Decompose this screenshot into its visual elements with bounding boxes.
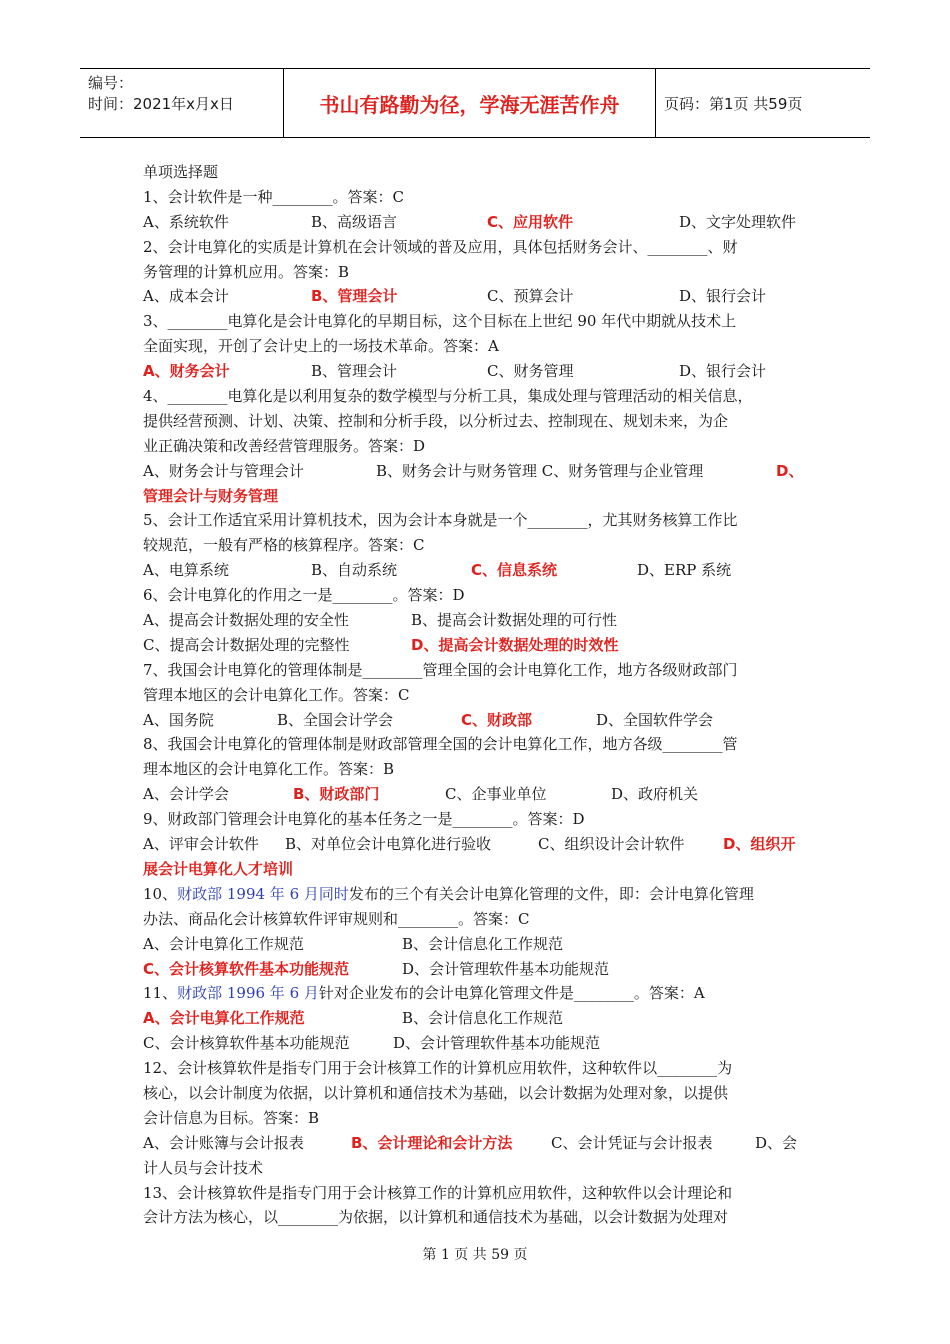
option-a: A、会计账簿与会计报表: [143, 1133, 304, 1152]
option-d: D、文字处理软件: [679, 212, 797, 231]
question-6-text: 6、会计电算化的作用之一是________。答案：D: [143, 586, 465, 605]
question-6-options-ab: [143, 608, 813, 633]
question-3-text-cont: 全面实现，开创了会计史上的一场技术革命。答案：A: [143, 337, 499, 356]
option-a: A、财务会计与管理会计: [143, 461, 304, 480]
option-d: D、ERP 系统: [637, 561, 732, 580]
question-4-option-d-cont: 管理会计与财务管理: [143, 486, 279, 505]
question-2-text-cont: 务管理的计算机应用。答案：B: [143, 262, 350, 281]
option-b: B、管理会计: [311, 362, 398, 381]
option-d: D、提高会计数据处理的时效性: [411, 635, 619, 654]
option-b: B、会计信息化工作规范: [402, 1009, 564, 1028]
page-footer: 第 1 页 共 59 页: [422, 1247, 528, 1263]
option-a: A、会计学会: [143, 785, 229, 804]
question-4-text-cont2: 业正确决策和改善经营管理服务。答案：D: [143, 436, 426, 455]
question-5-text: 5、会计工作适宜采用计算机技术，因为会计本身就是一个________，尤其财务核算工作比: [143, 511, 738, 530]
question-1-options: [143, 210, 813, 235]
question-10-text-rest: 发布的三个有关会计电算化管理的文件，即：会计电算化管理: [348, 884, 754, 903]
question-11-number: 11、: [143, 984, 178, 1003]
option-d: D、会计管理软件基本功能规范: [393, 1034, 601, 1053]
option-a: A、提高会计数据处理的安全性: [143, 611, 349, 630]
question-7-text: 7、我国会计电算化的管理体制是________管理全国的会计电算化工作，地方各级财政部门: [143, 660, 738, 679]
option-b: B、全国会计学会: [277, 710, 394, 729]
option-b: B、会计理论和会计方法: [351, 1133, 513, 1152]
option-b: B、管理会计: [311, 287, 398, 306]
question-10-options-ab: [143, 932, 813, 957]
option-d: D、会计管理软件基本功能规范: [402, 959, 610, 978]
question-5-options: [143, 558, 813, 583]
document-header: [80, 68, 870, 138]
question-11-options-ab: [143, 1006, 813, 1031]
option-d: D、银行会计: [679, 287, 767, 306]
question-9-options: [143, 832, 813, 857]
option-a: A、会计电算化工作规范: [143, 1009, 305, 1028]
option-d: D、会: [755, 1133, 798, 1152]
option-c: C、财政部: [461, 710, 533, 729]
question-10-highlight: 财政部 1994 年 6 月同时: [177, 884, 349, 903]
question-12-text: 12、会计核算软件是指专门用于会计核算工作的计算机应用软件，这种软件以________为: [143, 1059, 733, 1078]
option-a: A、会计电算化工作规范: [143, 934, 304, 953]
header-meta: [80, 69, 284, 137]
option-c: C、组织设计会计软件: [538, 835, 685, 854]
question-list: [143, 160, 813, 1230]
question-8-text-cont: 理本地区的会计电算化工作。答案：B: [143, 760, 395, 779]
option-d: D、: [776, 461, 804, 480]
question-2-text: 2、会计电算化的实质是计算机在会计领域的普及应用，具体包括财务会计、________、财: [143, 237, 738, 256]
document-date: 时间：2021年x月x日: [88, 95, 234, 113]
option-c: C、提高会计数据处理的完整性: [143, 635, 350, 654]
option-a: A、电算系统: [143, 561, 229, 580]
option-c: C、会计凭证与会计报表: [551, 1133, 713, 1152]
question-12-options: [143, 1131, 813, 1156]
question-11-highlight: 财政部 1996 年 6 月: [177, 984, 319, 1003]
question-10-options-cd: [143, 957, 813, 982]
option-b: B、会计信息化工作规范: [402, 934, 564, 953]
question-3-text: 3、________电算化是会计电算化的早期目标，这个目标在上世纪 90 年代中期就从技术上: [143, 312, 737, 331]
option-d: D、政府机关: [611, 785, 699, 804]
question-2-options: [143, 284, 813, 309]
question-10-text: [143, 882, 813, 907]
option-b: B、高级语言: [311, 212, 398, 231]
header-page-info: 页码：第1页 共59页: [664, 94, 803, 113]
option-c: C、会计核算软件基本功能规范: [143, 1034, 350, 1053]
question-4-text: 4、________电算化是以利用复杂的数学模型与分析工具，集成处理与管理活动的相关信息，: [143, 387, 753, 406]
question-13-text-cont: 会计方法为核心，以________为依据，以计算机和通信技术为基础，以会计数据为处理对: [143, 1208, 729, 1227]
question-8-options: [143, 782, 813, 807]
question-12-text-cont: 核心，以会计制度为依据，以计算机和通信技术为基础，以会计数据为处理对象，以提供: [143, 1083, 729, 1102]
question-6-options-cd: [143, 633, 813, 658]
option-d: D、银行会计: [679, 362, 767, 381]
option-a: A、财务会计: [143, 362, 230, 381]
option-c: C、财务管理: [487, 362, 574, 381]
option-b: B、财政部门: [293, 785, 380, 804]
option-d: D、全国软件学会: [596, 710, 714, 729]
option-a: A、国务院: [143, 710, 214, 729]
question-5-text-cont: 较规范，一般有严格的核算程序。答案：C: [143, 536, 425, 555]
option-c: C、应用软件: [487, 212, 574, 231]
option-b: B、对单位会计电算化进行验收: [285, 835, 492, 854]
option-bc: B、财务会计与财务管理 C、财务管理与企业管理: [376, 461, 704, 480]
question-10-text-cont: 办法、商品化会计核算软件评审规则和________。答案：C: [143, 909, 530, 928]
option-a: A、成本会计: [143, 287, 229, 306]
document-number-label: 编号：: [88, 74, 134, 92]
option-c: C、企事业单位: [445, 785, 547, 804]
question-4-text-cont: 提供经营预测、计划、决策、控制和分析手段，以分析过去、控制现在、规划未来，为企: [143, 411, 729, 430]
question-1-text: 1、会计软件是一种________。答案：C: [143, 187, 405, 206]
question-11-text-rest: 针对企业发布的会计电算化管理文件是________。答案：A: [318, 984, 705, 1003]
question-11-options-cd: [143, 1031, 813, 1056]
question-12-text-cont2: 会计信息为目标。答案：B: [143, 1108, 320, 1127]
option-c: C、预算会计: [487, 287, 574, 306]
question-4-options: [143, 459, 813, 484]
question-13-text: 13、会计核算软件是指专门用于会计核算工作的计算机应用软件，这种软件以会计理论和: [143, 1183, 733, 1202]
question-9-option-d-cont: 展会计电算化人才培训: [143, 859, 294, 878]
option-d: D、组织开: [723, 835, 796, 854]
question-10-number: 10、: [143, 884, 178, 903]
header-motto: 书山有路勤为径，学海无涯苦作舟: [284, 69, 656, 137]
question-12-option-d-cont: 计人员与会计技术: [143, 1158, 264, 1177]
question-3-options: [143, 359, 813, 384]
option-c: C、信息系统: [471, 561, 558, 580]
question-11-text: [143, 981, 813, 1006]
question-7-options: [143, 708, 813, 733]
option-c: C、会计核算软件基本功能规范: [143, 959, 350, 978]
question-8-text: 8、我国会计电算化的管理体制是财政部管理全国的会计电算化工作，地方各级________管: [143, 735, 738, 754]
question-7-text-cont: 管理本地区的会计电算化工作。答案：C: [143, 685, 410, 704]
option-a: A、评审会计软件: [143, 835, 259, 854]
section-title: 单项选择题: [143, 163, 219, 181]
option-a: A、系统软件: [143, 212, 229, 231]
option-b: B、自动系统: [311, 561, 398, 580]
question-9-text: 9、财政部门管理会计电算化的基本任务之一是________。答案：D: [143, 810, 585, 829]
option-b: B、提高会计数据处理的可行性: [411, 611, 618, 630]
